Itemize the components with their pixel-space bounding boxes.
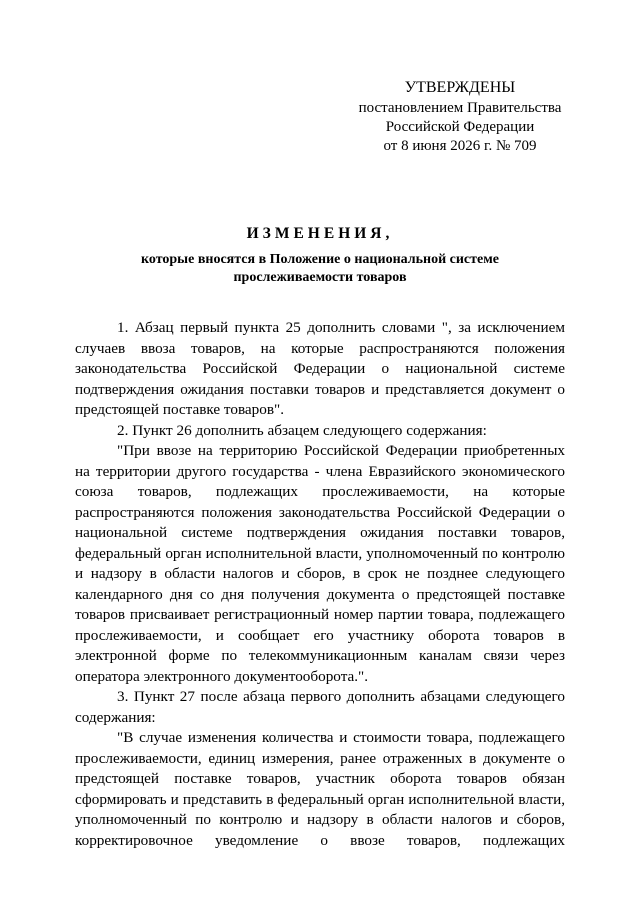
document-title: ИЗМЕНЕНИЯ, <box>246 225 394 242</box>
paragraph-3: "При ввозе на территорию Российской Федерации приобретенных на территории другого государства - члена Евразийского экономического союза товаров, подлежащих прослеживаемости, на которые распространяются положения законодательства Российской Федерации о национальной системе подтверждения ожидания поставки товаров, федеральный орган исполнительной власти, уполномоченный по контролю и надзору в области налогов и сборов, в срок не позднее следующего календарного дня со дня получения документа о предстоящей поставке товаров присваивает регистрационный номер партии товара, подлежащего прослеживаемости, и сообщает его участнику оборота товаров в электронной форме по телекоммуникационным каналам связи через оператора электронного документооборота.". <box>75 442 565 685</box>
document-subtitle-2: прослеживаемости товаров <box>233 270 407 285</box>
paragraph-5: "В случае изменения количества и стоимости товара, подлежащего прослеживаемости, единиц измерения, ранее отраженных в документе о предстоящей поставке товаров, участник оборота товаров обязан сформировать и представить в федеральный орган исполнительной власти, уполномоченный по контролю и надзору в области налогов и сборов, корректировочное уведомление о ввозе товаров, подлежащих <box>75 729 565 849</box>
document-body <box>75 318 565 851</box>
approval-line-3: от 8 июня 2026 г. № 709 <box>383 138 537 154</box>
paragraph-4: 3. Пункт 27 после абзаца первого дополнить абзацами следующего содержания: <box>75 688 565 726</box>
approval-title: УТВЕРЖДЕНЫ <box>404 79 516 96</box>
approval-line-1: постановлением Правительства <box>358 100 562 116</box>
approval-line-2: Российской Федерации <box>385 119 535 135</box>
document-heading <box>75 225 565 287</box>
approval-stamp <box>340 78 580 156</box>
paragraph-1: 1. Абзац первый пункта 25 дополнить словами ", за исключением случаев ввоза товаров, на которые распространяются положения законодательства Российской Федерации о национальной системе подтверждения ожидания поставки товаров и представляется документ о предстоящей поставке товаров". <box>75 319 565 418</box>
document-subtitle-1: которые вносятся в Положение о национальной системе <box>141 252 499 267</box>
paragraph-2: 2. Пункт 26 дополнить абзацем следующего содержания: <box>117 421 487 439</box>
